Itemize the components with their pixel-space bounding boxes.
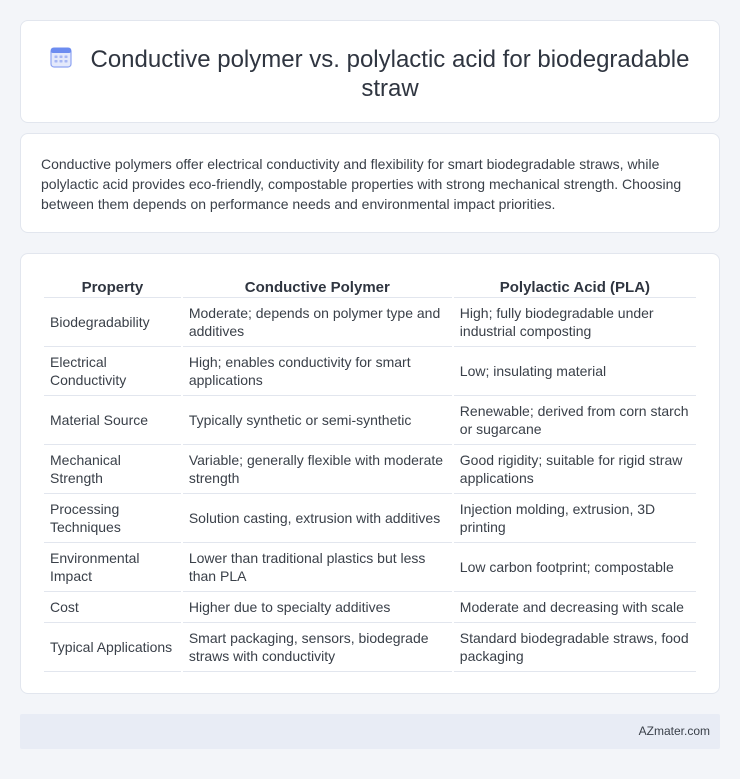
conductive-polymer-cell: Lower than traditional plastics but less than PLA [183,543,452,592]
table-row [44,396,696,445]
footer-bar [20,714,720,749]
table-row [44,298,696,347]
table-row [44,494,696,543]
table-row [44,347,696,396]
intro-card [20,133,720,233]
title-card [20,20,720,123]
column-header-property: Property [44,274,181,298]
table-row [44,623,696,672]
conductive-polymer-cell: Higher due to specialty additives [183,592,452,623]
footer-brand[interactable]: AZmater.com [638,724,710,738]
conductive-polymer-cell: Solution casting, extrusion with additives [183,494,452,543]
pla-cell: Good rigidity; suitable for rigid straw applications [454,445,696,494]
property-cell: Mechanical Strength [44,445,181,494]
page-title: Conductive polymer vs. polylactic acid for biodegradable straw [90,46,690,102]
conductive-polymer-cell: Typically synthetic or semi-synthetic [183,396,452,445]
comparison-card [20,253,720,694]
intro-paragraph: Conductive polymers offer electrical conductivity and flexibility for smart biodegradable straws, while polylactic acid provides eco-friendly, compostable properties with strong mechanical strength. Choosing between them depends on performance needs and environmental impact priorities. [41,156,682,212]
conductive-polymer-cell: High; enables conductivity for smart applications [183,347,452,396]
table-header-row [44,274,696,298]
pla-cell: Low; insulating material [454,347,696,396]
property-cell: Material Source [44,396,181,445]
conductive-polymer-cell: Moderate; depends on polymer type and additives [183,298,452,347]
conductive-polymer-cell: Variable; generally flexible with moderate strength [183,445,452,494]
pla-cell: Low carbon footprint; compostable [454,543,696,592]
table-row [44,445,696,494]
pla-cell: Standard biodegradable straws, food packaging [454,623,696,672]
pla-cell: High; fully biodegradable under industrial composting [454,298,696,347]
table-row [44,543,696,592]
table-row [44,592,696,623]
property-cell: Biodegradability [44,298,181,347]
pla-cell: Injection molding, extrusion, 3D printing [454,494,696,543]
pla-cell: Renewable; derived from corn starch or sugarcane [454,396,696,445]
conductive-polymer-cell: Smart packaging, sensors, biodegrade straws with conductivity [183,623,452,672]
comparison-table [42,274,698,672]
property-cell: Environmental Impact [44,543,181,592]
property-cell: Electrical Conductivity [44,347,181,396]
column-header-pla: Polylactic Acid (PLA) [454,274,696,298]
property-cell: Processing Techniques [44,494,181,543]
property-cell: Cost [44,592,181,623]
column-header-conductive-polymer: Conductive Polymer [183,274,452,298]
property-cell: Typical Applications [44,623,181,672]
pla-cell: Moderate and decreasing with scale [454,592,696,623]
